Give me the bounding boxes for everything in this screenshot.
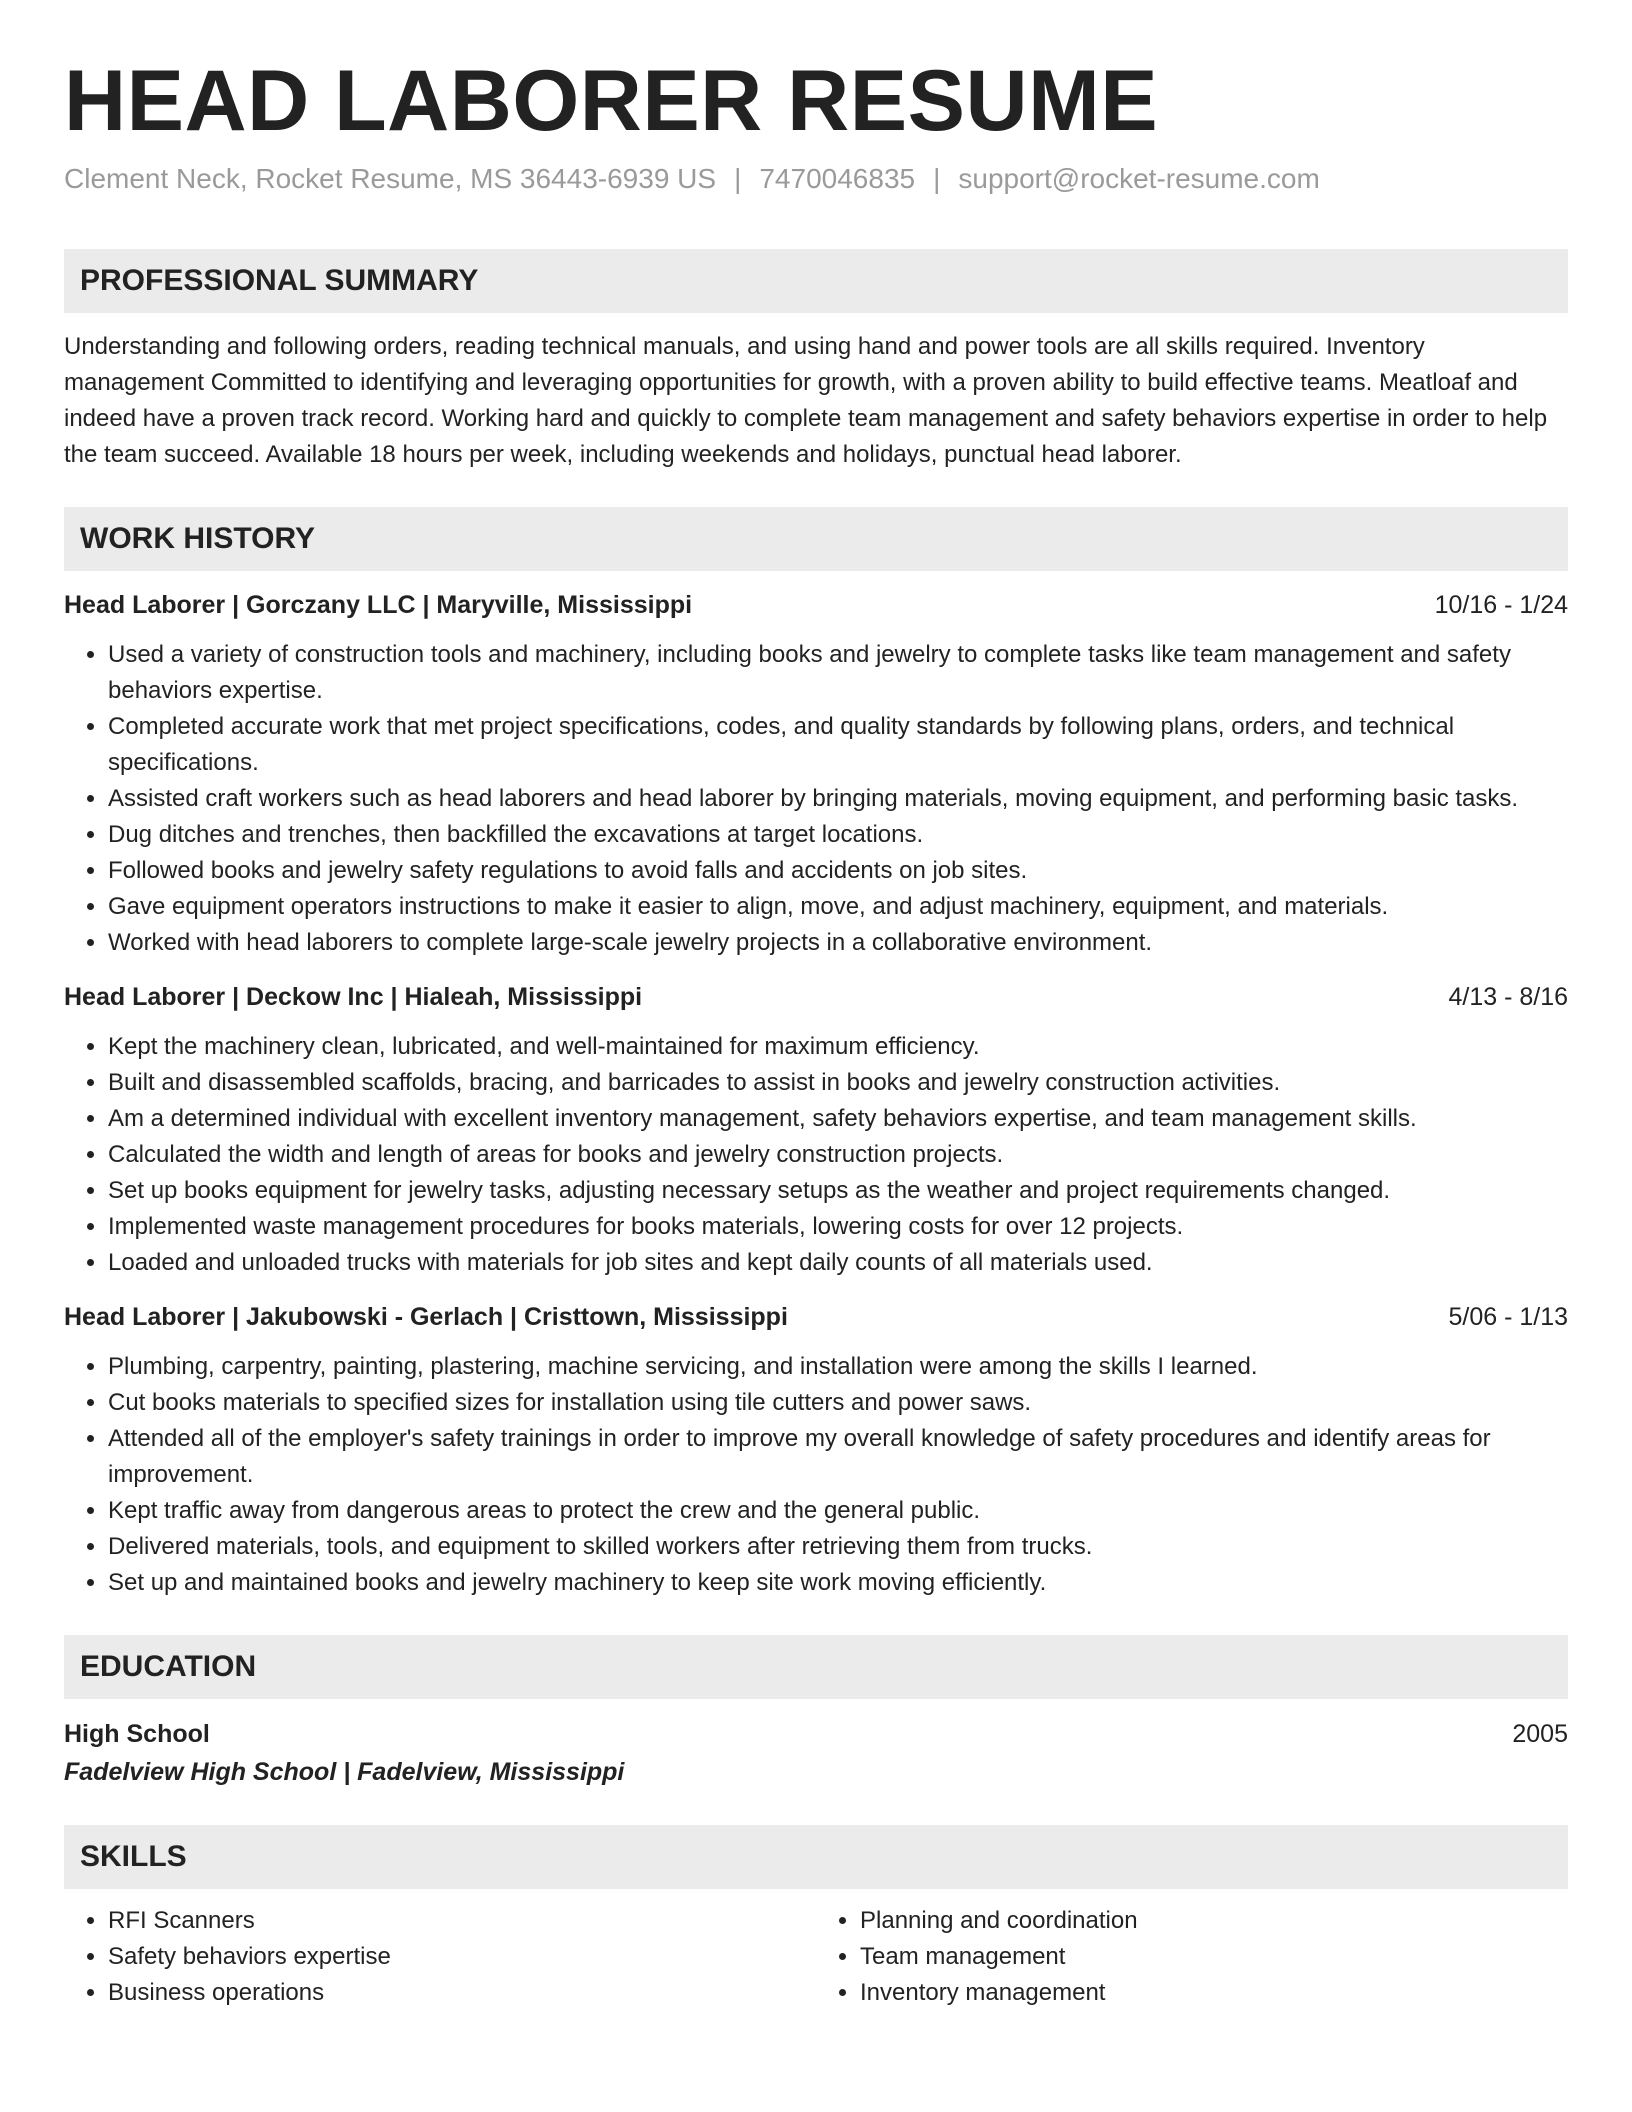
education-year: 2005 xyxy=(1512,1719,1568,1748)
job-entry xyxy=(64,1299,1568,1601)
job-dates: 5/06 - 1/13 xyxy=(1448,1302,1568,1331)
skills-column-left xyxy=(64,1903,816,2011)
job-bullet: • Am a determined individual with excellent inventory management, safety behaviors expertise, and team management skills. xyxy=(108,1101,1568,1137)
job-bullet: • Delivered materials, tools, and equipment to skilled workers after retrieving them from trucks. xyxy=(108,1529,1568,1565)
job-bullet: • Loaded and unloaded trucks with materials for job sites and kept daily counts of all materials used. xyxy=(108,1245,1568,1281)
education-school: Fadelview High School | Fadelview, Mississippi xyxy=(64,1757,625,1786)
contact-separator: | xyxy=(734,162,742,194)
contact-address: Clement Neck, Rocket Resume, MS 36443-6939 US xyxy=(64,162,717,194)
job-bullet: • Implemented waste management procedures for books materials, lowering costs for over 12 projects. xyxy=(108,1209,1568,1245)
job-header xyxy=(64,587,1568,623)
resume-title: HEAD LABORER RESUME xyxy=(64,53,1159,149)
skills-list xyxy=(64,1903,1568,2011)
job-dates: 4/13 - 8/16 xyxy=(1448,982,1568,1011)
job-bullet: • Plumbing, carpentry, painting, plastering, machine servicing, and installation were among the skills I learned. xyxy=(108,1349,1568,1385)
job-header xyxy=(64,979,1568,1015)
job-bullets xyxy=(64,1029,1568,1281)
job-bullets xyxy=(64,1349,1568,1601)
summary-text: Understanding and following orders, reading technical manuals, and using hand and power tools are all skills required. Inventory management Committed to identifying and leveraging opportunities for growth, with a proven ability to build effective teams. Meatloaf and indeed have a proven track record. Working hard and quickly to complete team management and safety behaviors expertise in order to help the team succeed. Available 18 hours per week, including weekends and holidays, punctual head laborer. xyxy=(64,332,1548,468)
job-title: Head Laborer | Deckow Inc | Hialeah, Mississippi xyxy=(64,982,643,1011)
education-heading: EDUCATION xyxy=(64,1635,1568,1699)
job-bullet: • Assisted craft workers such as head laborers and head laborer by bringing materials, moving equipment, and performing basic tasks. xyxy=(108,781,1568,817)
job-bullet: • Attended all of the employer's safety trainings in order to improve my overall knowledge of safety procedures and identify areas for improvement. xyxy=(108,1421,1568,1493)
job-bullet: • Completed accurate work that met project specifications, codes, and quality standards by following plans, orders, and technical specifications. xyxy=(108,709,1568,781)
job-entry xyxy=(64,979,1568,1281)
contact-phone: 7470046835 xyxy=(759,162,916,194)
skill-item: • RFI Scanners xyxy=(108,1903,816,1939)
job-bullets xyxy=(64,637,1568,961)
skill-item: • Planning and coordination xyxy=(860,1903,1568,1939)
skill-item: • Business operations xyxy=(108,1975,816,2011)
job-bullet: • Dug ditches and trenches, then backfilled the excavations at target locations. xyxy=(108,817,1568,853)
job-bullet: • Worked with head laborers to complete large-scale jewelry projects in a collaborative environment. xyxy=(108,925,1568,961)
skills-heading: SKILLS xyxy=(64,1825,1568,1889)
education-degree: High School xyxy=(64,1719,210,1748)
job-bullet: • Kept the machinery clean, lubricated, and well-maintained for maximum efficiency. xyxy=(108,1029,1568,1065)
skill-item: • Team management xyxy=(860,1939,1568,1975)
job-bullet: • Used a variety of construction tools and machinery, including books and jewelry to complete tasks like team management and safety behaviors expertise. xyxy=(108,637,1568,709)
job-title: Head Laborer | Jakubowski - Gerlach | Cristtown, Mississippi xyxy=(64,1302,788,1331)
job-header xyxy=(64,1299,1568,1335)
work-history-heading: WORK HISTORY xyxy=(64,507,1568,571)
job-bullet: • Kept traffic away from dangerous areas to protect the crew and the general public. xyxy=(108,1493,1568,1529)
job-title: Head Laborer | Gorczany LLC | Maryville, Mississippi xyxy=(64,590,693,619)
job-bullet: • Gave equipment operators instructions to make it easier to align, move, and adjust machinery, equipment, and materials. xyxy=(108,889,1568,925)
work-history-list xyxy=(64,587,1568,1601)
contact-separator: | xyxy=(933,162,941,194)
job-dates: 10/16 - 1/24 xyxy=(1434,590,1568,619)
skill-item: • Inventory management xyxy=(860,1975,1568,2011)
job-bullet: • Calculated the width and length of areas for books and jewelry construction projects. xyxy=(108,1137,1568,1173)
job-bullet: • Followed books and jewelry safety regulations to avoid falls and accidents on job sites. xyxy=(108,853,1568,889)
summary-heading: PROFESSIONAL SUMMARY xyxy=(64,249,1568,313)
job-bullet: • Set up books equipment for jewelry tasks, adjusting necessary setups as the weather and project requirements changed. xyxy=(108,1173,1568,1209)
contact-line xyxy=(64,159,1568,199)
job-entry xyxy=(64,587,1568,961)
skills-column-right xyxy=(816,1903,1568,2011)
contact-email: support@rocket-resume.com xyxy=(958,162,1320,194)
education-row xyxy=(64,1715,1568,1753)
job-bullet: • Cut books materials to specified sizes for installation using tile cutters and power saws. xyxy=(108,1385,1568,1421)
skill-item: • Safety behaviors expertise xyxy=(108,1939,816,1975)
job-bullet: • Built and disassembled scaffolds, bracing, and barricades to assist in books and jewelry construction activities. xyxy=(108,1065,1568,1101)
job-bullet: • Set up and maintained books and jewelry machinery to keep site work moving efficiently. xyxy=(108,1565,1568,1601)
